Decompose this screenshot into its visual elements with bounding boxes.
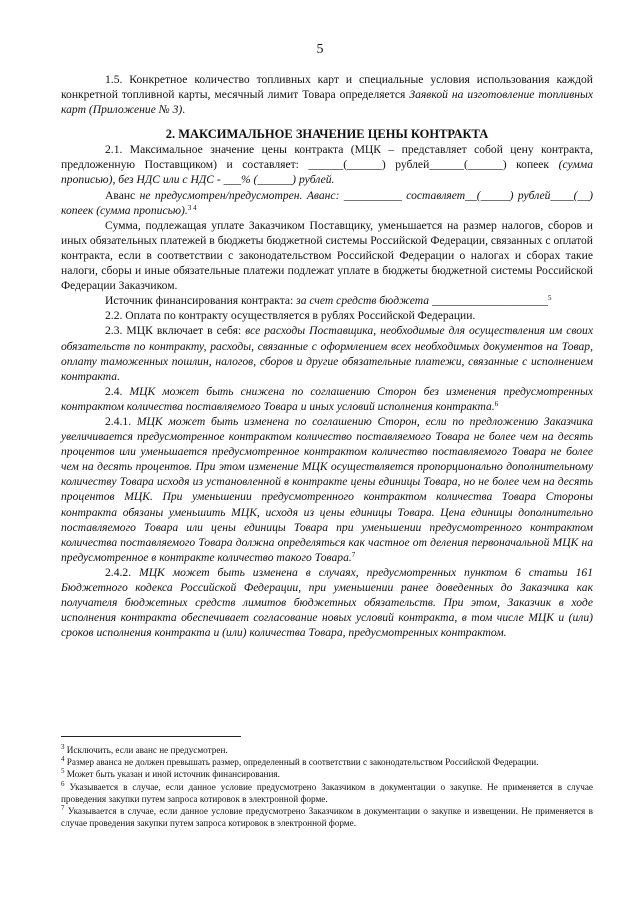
footnote-ref: 7 bbox=[351, 550, 356, 559]
footnote-ref: 6 bbox=[494, 399, 499, 408]
clause-2-1: 2.1. Максимальное значение цены контракта (МЦК – представляет собой цену контракта, предложенную Поставщиком) и составляет: ______(______) рублей______(______) копеек (сумма прописью), без НДС или с НДС - ___% (______) рублей. bbox=[61, 143, 593, 187]
funding-source-paragraph: Источник финансирования контракта: за счет средств бюджета ____________________$^5$ bbox=[105, 294, 552, 308]
clause-2-2: 2.2. Оплата по контракту осуществляется в рублях Российской Федерации. bbox=[105, 309, 476, 323]
clause-2-4-2: 2.4.2. МЦК может быть изменена в случаях, предусмотренных пунктом 6 статьи 161 Бюджетного кодекса Российской Федерации, при уменьшении ранее доведенных до Заказчика как получателя бюджетных средств лимитов бюджетных обязательств. При этом, Заказчик в ходе исполнения контракта обеспечивает согласование новых условий контракта, в том числе МЦК и (или) сроков исполнения контракта и (или) количества Товара, предусмотренных контрактом. bbox=[61, 565, 594, 640]
footnote: $^4$ Размер аванса не должен превышать размер, определенный в соответствии с законодательством Российской Федерации. bbox=[61, 755, 539, 768]
footnote: $^5$ Может быть указан и иной источник финансирования. bbox=[61, 767, 280, 780]
clause-2-3: 2.3. МЦК включает в себя: все расходы Поставщика, необходимые для осуществления им своих обязательств по контракту, расходы, связанные с оформлением всех необходимых документов на Товар, оплату таможенных пошлин, налогов, сборов и другие обязательные платежи, связанные с исполнением контракта. bbox=[61, 324, 593, 383]
clause-2-4-1: 2.4.1. МЦК может быть изменена по соглашению Сторон, если по предложению Заказчика увеличивается предусмотренное контрактом количество поставляемого Товара не более чем на десять процентов или уменьшается предусмотренное контрактом количество поставляемого Товара не более чем на десять процентов. При этом изменение МЦК осуществляется пропорционально дополнительному количеству Товара исходя из установленной в контракте цены единицы Товара, но не более чем на десять процентов МЦК. При уменьшении предусмотренного контрактом количества Товара Стороны контракта обязаны уменьшить МЦК, исходя из цены единицы Товара. Цена единицы дополнительно поставляемого Товара или цены единицы Товара при уменьшении предусмотренного контрактом количества поставляемого Товара должна определяться как частное от деления первоначальной МЦК на предусмотренное в контракте количество такого Товара.$^7$ bbox=[61, 414, 594, 564]
page-number: 5 bbox=[316, 42, 324, 57]
sum-paragraph: Сумма, подлежащая уплате Заказчиком Поставщику, уменьшается на размер налогов, сборов и иных обязательных платежей в бюджеты бюджетной системы Российской Федерации, связанных с оплатой контракта, если в соответствии с законодательством Российской Федерации о налогах и сборах такие налоги, сборы и иные обязательные платежи подлежат уплате в бюджеты бюджетной системы Российской Федерации Заказчиком. bbox=[61, 218, 593, 293]
document-body bbox=[61, 72, 593, 640]
clause-1-5: 1.5. Конкретное количество топливных карт и специальные условия использования каждой конкретной топливной карты, месячный лимит Товара определяется Заявкой на изготовление топливных карт (Приложение № 3). bbox=[61, 73, 594, 117]
footnotes bbox=[61, 744, 593, 829]
footnote-divider bbox=[61, 736, 241, 737]
footnote: $^7$ Указывается в случае, если данное условие предусмотрено Заказчиком в документации о закупке и извещении. Не применяется в случае проведения закупки путем запроса котировок в электронной форме. bbox=[61, 804, 593, 829]
footnote-ref: 5 bbox=[547, 294, 552, 303]
advance-paragraph: Аванс не предусмотрен/предусмотрен. Аванс: __________ составляет__(_____) рублей____(__) копеек (сумма прописью).$^{3 4}$ bbox=[61, 188, 593, 217]
footnote-ref: 3 4 bbox=[187, 203, 197, 212]
footnote: $^3$ Исключить, если аванс не предусмотрен. bbox=[61, 743, 228, 755]
section-title: 2. МАКСИМАЛЬНОЕ ЗНАЧЕНИЕ ЦЕНЫ КОНТРАКТА bbox=[165, 127, 489, 142]
clause-2-4: 2.4. МЦК может быть снижена по соглашению Сторон без изменения предусмотренных контрактом количества поставляемого Товара и иных условий исполнения контракта.$^6$ bbox=[61, 384, 593, 413]
footnote: $^6$ Указывается в случае, если данное условие предусмотрено Заказчиком в документации о закупке. Не применяется в случае проведения закупки путем запроса котировок в электронной форме. bbox=[61, 779, 593, 804]
